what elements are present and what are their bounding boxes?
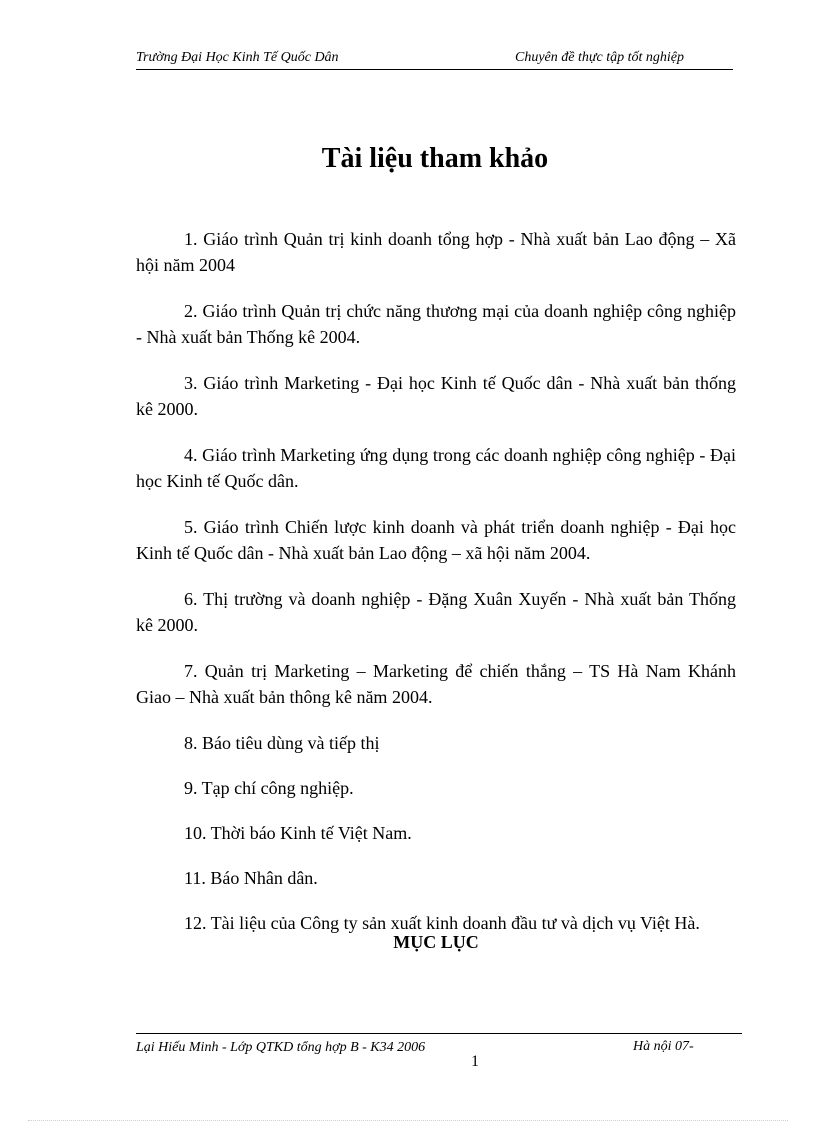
footer-date: Hà nội 07- [633,1039,694,1054]
reference-item: 3. Giáo trình Marketing - Đại học Kinh tế Quốc dân - Nhà xuất bản thống kê 2000. [136,373,736,419]
reference-item: 5. Giáo trình Chiến lược kinh doanh và phát triển doanh nghiệp - Đại học Kinh tế Quốc dân - Nhà xuất bản Lao động – xã hội năm 2004. [136,517,736,563]
reference-item: 11. Báo Nhân dân. [184,868,318,888]
reference-list [136,226,736,936]
reference-item: 12. Tài liệu của Công ty sản xuất kinh doanh đầu tư và dịch vụ Việt Hà. [184,913,700,933]
reference-item: 2. Giáo trình Quản trị chức năng thương mại của doanh nghiệp công nghiệp - Nhà xuất bản Thống kê 2004. [136,301,736,347]
header-school-name: Trường Đại Học Kinh Tế Quốc Dân [136,50,339,65]
footer-author: Lại Hiếu Minh - Lớp QTKD tổng hợp B - K34 2006 [136,1040,426,1055]
reference-item: 8. Báo tiêu dùng và tiếp thị [184,733,380,753]
footer-divider [136,1033,742,1034]
reference-item: 10. Thời báo Kinh tế Việt Nam. [184,823,412,843]
page-header [136,50,733,70]
reference-item: 6. Thị trường và doanh nghiệp - Đặng Xuân Xuyến - Nhà xuất bản Thống kê 2000. [136,589,736,635]
reference-item: 4. Giáo trình Marketing ứng dụng trong các doanh nghiệp công nghiệp - Đại học Kinh tế Quốc dân. [136,445,736,491]
header-report-type: Chuyên đề thực tập tốt nghiệp [515,50,684,65]
table-of-contents-heading: MỤC LỤC [393,932,479,952]
page-bottom-border [28,1120,788,1121]
page-title: Tài liệu tham khảo [321,143,549,174]
reference-item: 7. Quản trị Marketing – Marketing để chiến thắng – TS Hà Nam Khánh Giao – Nhà xuất bản thông kê năm 2004. [136,661,736,707]
page-number: 1 [471,1053,479,1070]
reference-item: 9. Tạp chí công nghiệp. [184,778,354,798]
reference-item: 1. Giáo trình Quản trị kinh doanh tổng hợp - Nhà xuất bản Lao động – Xã hội năm 2004 [136,229,736,275]
